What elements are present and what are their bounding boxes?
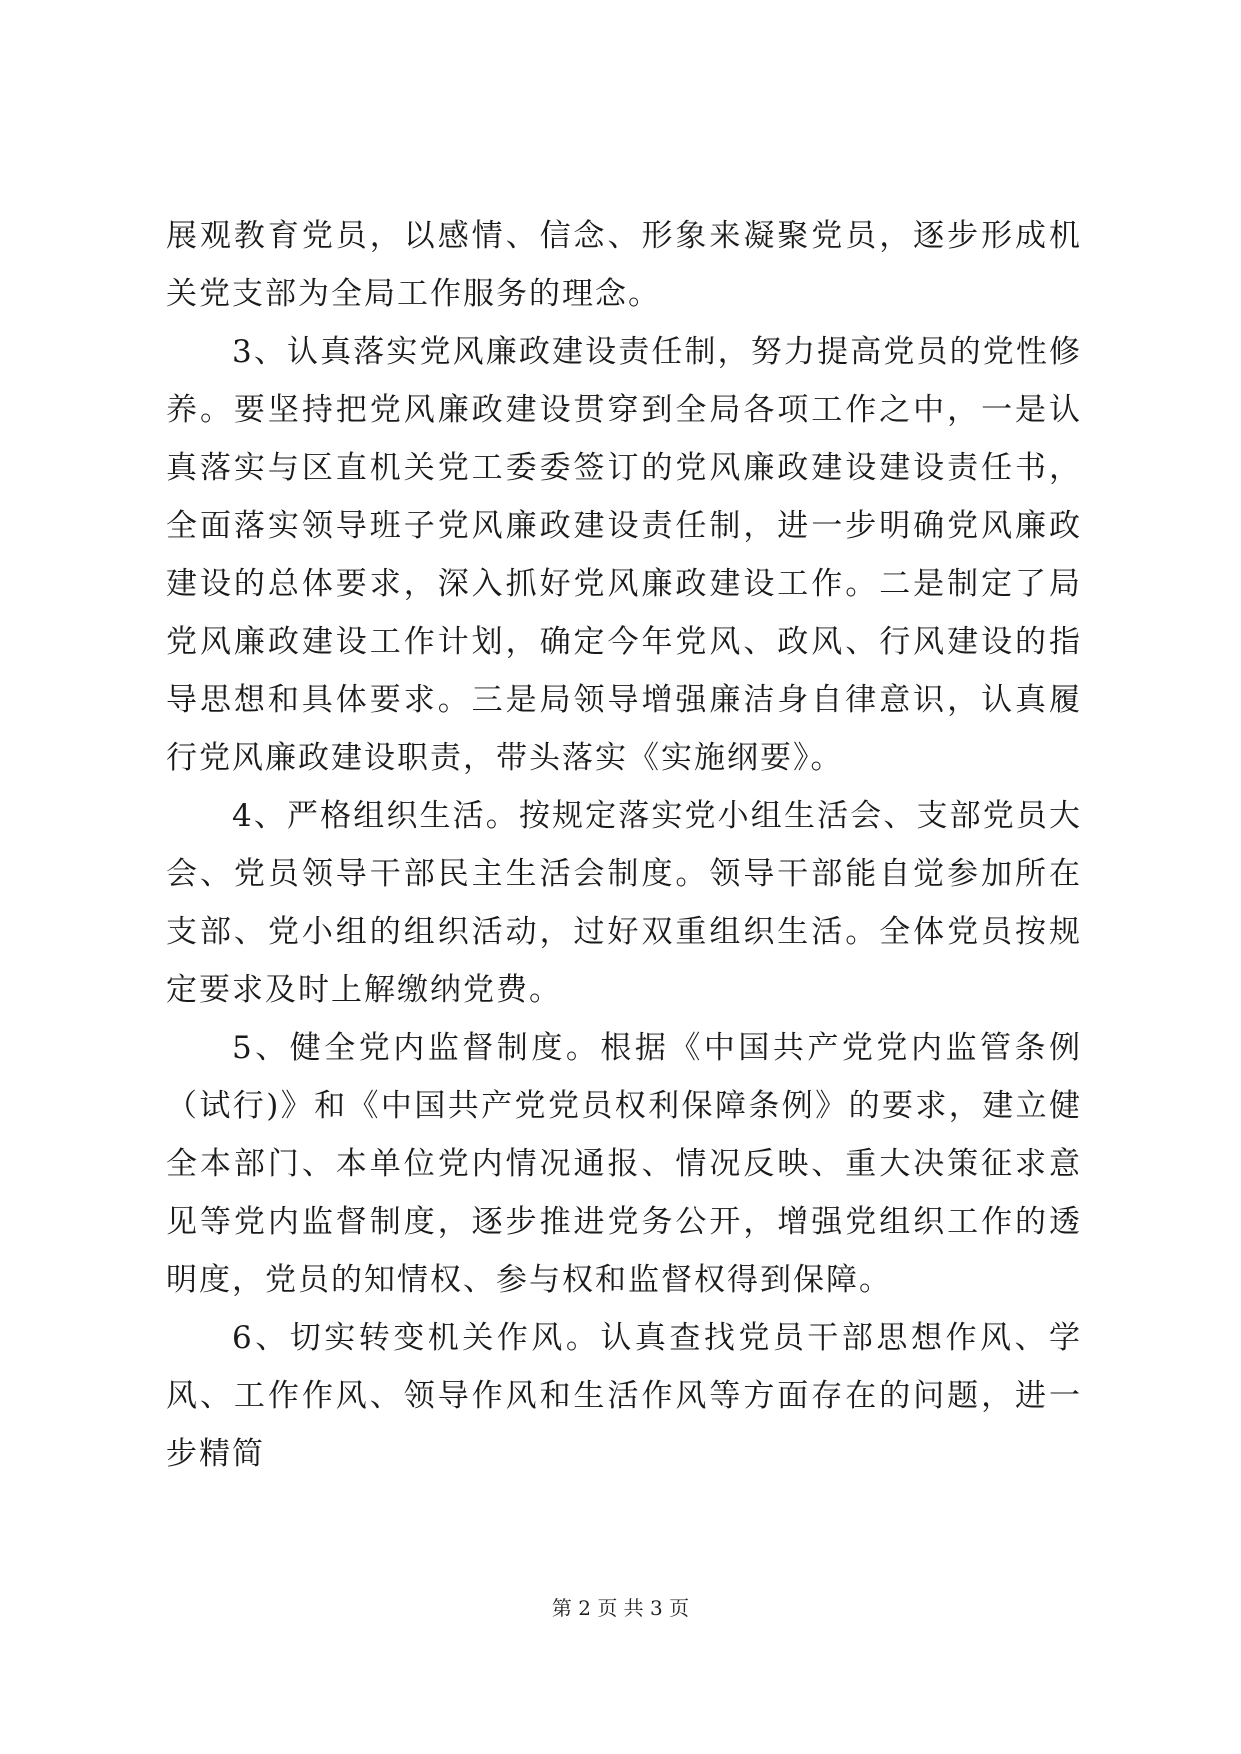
paragraph-item-3: 3、认真落实党风廉政建设责任制，努力提高党员的党性修养。要坚持把党风廉政建设贯穿到全局各项工作之中，一是认真落实与区直机关党工委委签订的党风廉政建设建设责任书，全面落实领导班子党风廉政建设责任制，进一步明确党风廉政建设的总体要求，深入抓好党风廉政建设工作。二是制定了局党风廉政建设工作计划，确定今年党风、政风、行风建设的指导思想和具体要求。三是局领导增强廉洁身自律意识，认真履行党风廉政建设职责，带头落实《实施纲要》。 [166, 334, 1082, 776]
paragraph-item-6: 6、切实转变机关作风。认真查找党员干部思想作风、学风、工作作风、领导作风和生活作风等方面存在的问题，进一步精简 [166, 1320, 1082, 1472]
document-body [166, 207, 1082, 1483]
page-number-label: 第 2 页 共 3 页 [551, 1596, 690, 1620]
paragraph-continuation: 展观教育党员，以感情、信念、形象来凝聚党员，逐步形成机关党支部为全局工作服务的理念。 [166, 218, 1082, 312]
paragraph-item-4: 4、严格组织生活。按规定落实党小组生活会、支部党员大会、党员领导干部民主生活会制度。领导干部能自觉参加所在支部、党小组的组织活动，过好双重组织生活。全体党员按规定要求及时上解缴纳党费。 [166, 798, 1082, 1008]
paragraph-item-5: 5、健全党内监督制度。根据《中国共产党党内监管条例（试行)》和《中国共产党党员权利保障条例》的要求，建立健全本部门、本单位党内情况通报、情况反映、重大决策征求意见等党内监督制度，逐步推进党务公开，增强党组织工作的透明度，党员的知情权、参与权和监督权得到保障。 [166, 1030, 1082, 1298]
page-footer [0, 1594, 1241, 1622]
